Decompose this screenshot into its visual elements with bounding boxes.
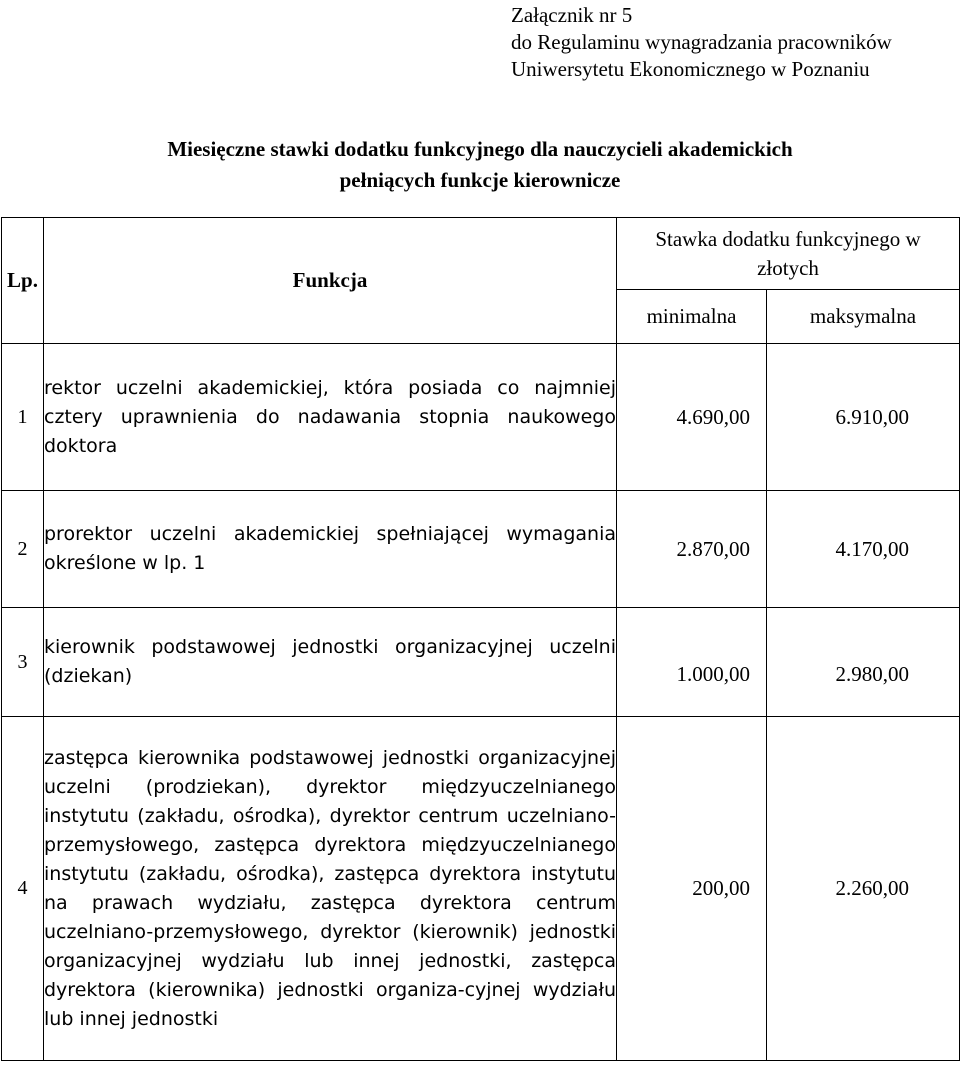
row-function: prorektor uczelni akademickiej spełniającej wymagania określone w lp. 1 xyxy=(44,491,617,608)
header-max: maksymalna xyxy=(767,290,960,344)
row-min-value: 1.000,00 xyxy=(676,661,750,686)
annex-header xyxy=(511,2,892,83)
header-min: minimalna xyxy=(617,290,767,344)
document-title xyxy=(0,134,960,196)
row-min: 4.690,00 xyxy=(617,344,767,491)
row-max: 4.170,00 xyxy=(767,491,960,608)
title-line-2: pełniących funkcje kierownicze xyxy=(339,168,621,192)
row-function: rektor uczelni akademickiej, która posiada co najmniej cztery uprawnienia do nadawania stopnia naukowego doktora xyxy=(44,344,617,491)
row-function: kierownik podstawowej jednostki organizacyjnej uczelni (dziekan) xyxy=(44,608,617,717)
table-row xyxy=(2,491,960,608)
row-min xyxy=(617,608,767,717)
row-lp: 4 xyxy=(2,717,44,1061)
table-row xyxy=(2,717,960,1061)
row-lp: 2 xyxy=(2,491,44,608)
annex-university: Uniwersytetu Ekonomicznego w Poznaniu xyxy=(511,57,870,81)
row-lp: 1 xyxy=(2,344,44,491)
table-row xyxy=(2,608,960,717)
row-max-value: 2.980,00 xyxy=(835,661,909,686)
header-function: Funkcja xyxy=(44,218,617,344)
row-min: 200,00 xyxy=(617,717,767,1061)
rates-table xyxy=(1,217,960,1061)
row-min: 2.870,00 xyxy=(617,491,767,608)
row-function: zastępca kierownika podstawowej jednostki organizacyjnej uczelni (prodziekan), dyrektor międzyuczelnianego instytutu (zakładu, ośrodka), dyrektor centrum uczelniano-przemysłowego, zastępca dyrektora międzyuczelnianego instytutu (zakładu, ośrodka), zastępca dyrektora instytutu na prawach wydziału, zastępca dyrektora centrum uczelniano-przemysłowego, dyrektor (kierownik) jednostki organizacyjnej wydziału lub innej jednostki, zastępca dyrektora (kierownika) jednostki organiza-cyjnej wydziału lub innej jednostki xyxy=(44,717,617,1061)
table-row xyxy=(2,344,960,491)
row-lp: 3 xyxy=(2,608,44,717)
row-max: 6.910,00 xyxy=(767,344,960,491)
annex-regulation: do Regulaminu wynagradzania pracowników xyxy=(511,30,892,54)
annex-number: Załącznik nr 5 xyxy=(511,3,633,27)
header-rate-text: Stawka dodatku funkcyjnego w złotych xyxy=(655,226,921,280)
header-rate xyxy=(617,218,960,290)
header-row xyxy=(2,218,960,290)
title-line-1: Miesięczne stawki dodatku funkcyjnego dla nauczycieli akademickich xyxy=(167,137,793,161)
row-max: 2.260,00 xyxy=(767,717,960,1061)
header-lp: Lp. xyxy=(2,218,44,344)
row-max xyxy=(767,608,960,717)
